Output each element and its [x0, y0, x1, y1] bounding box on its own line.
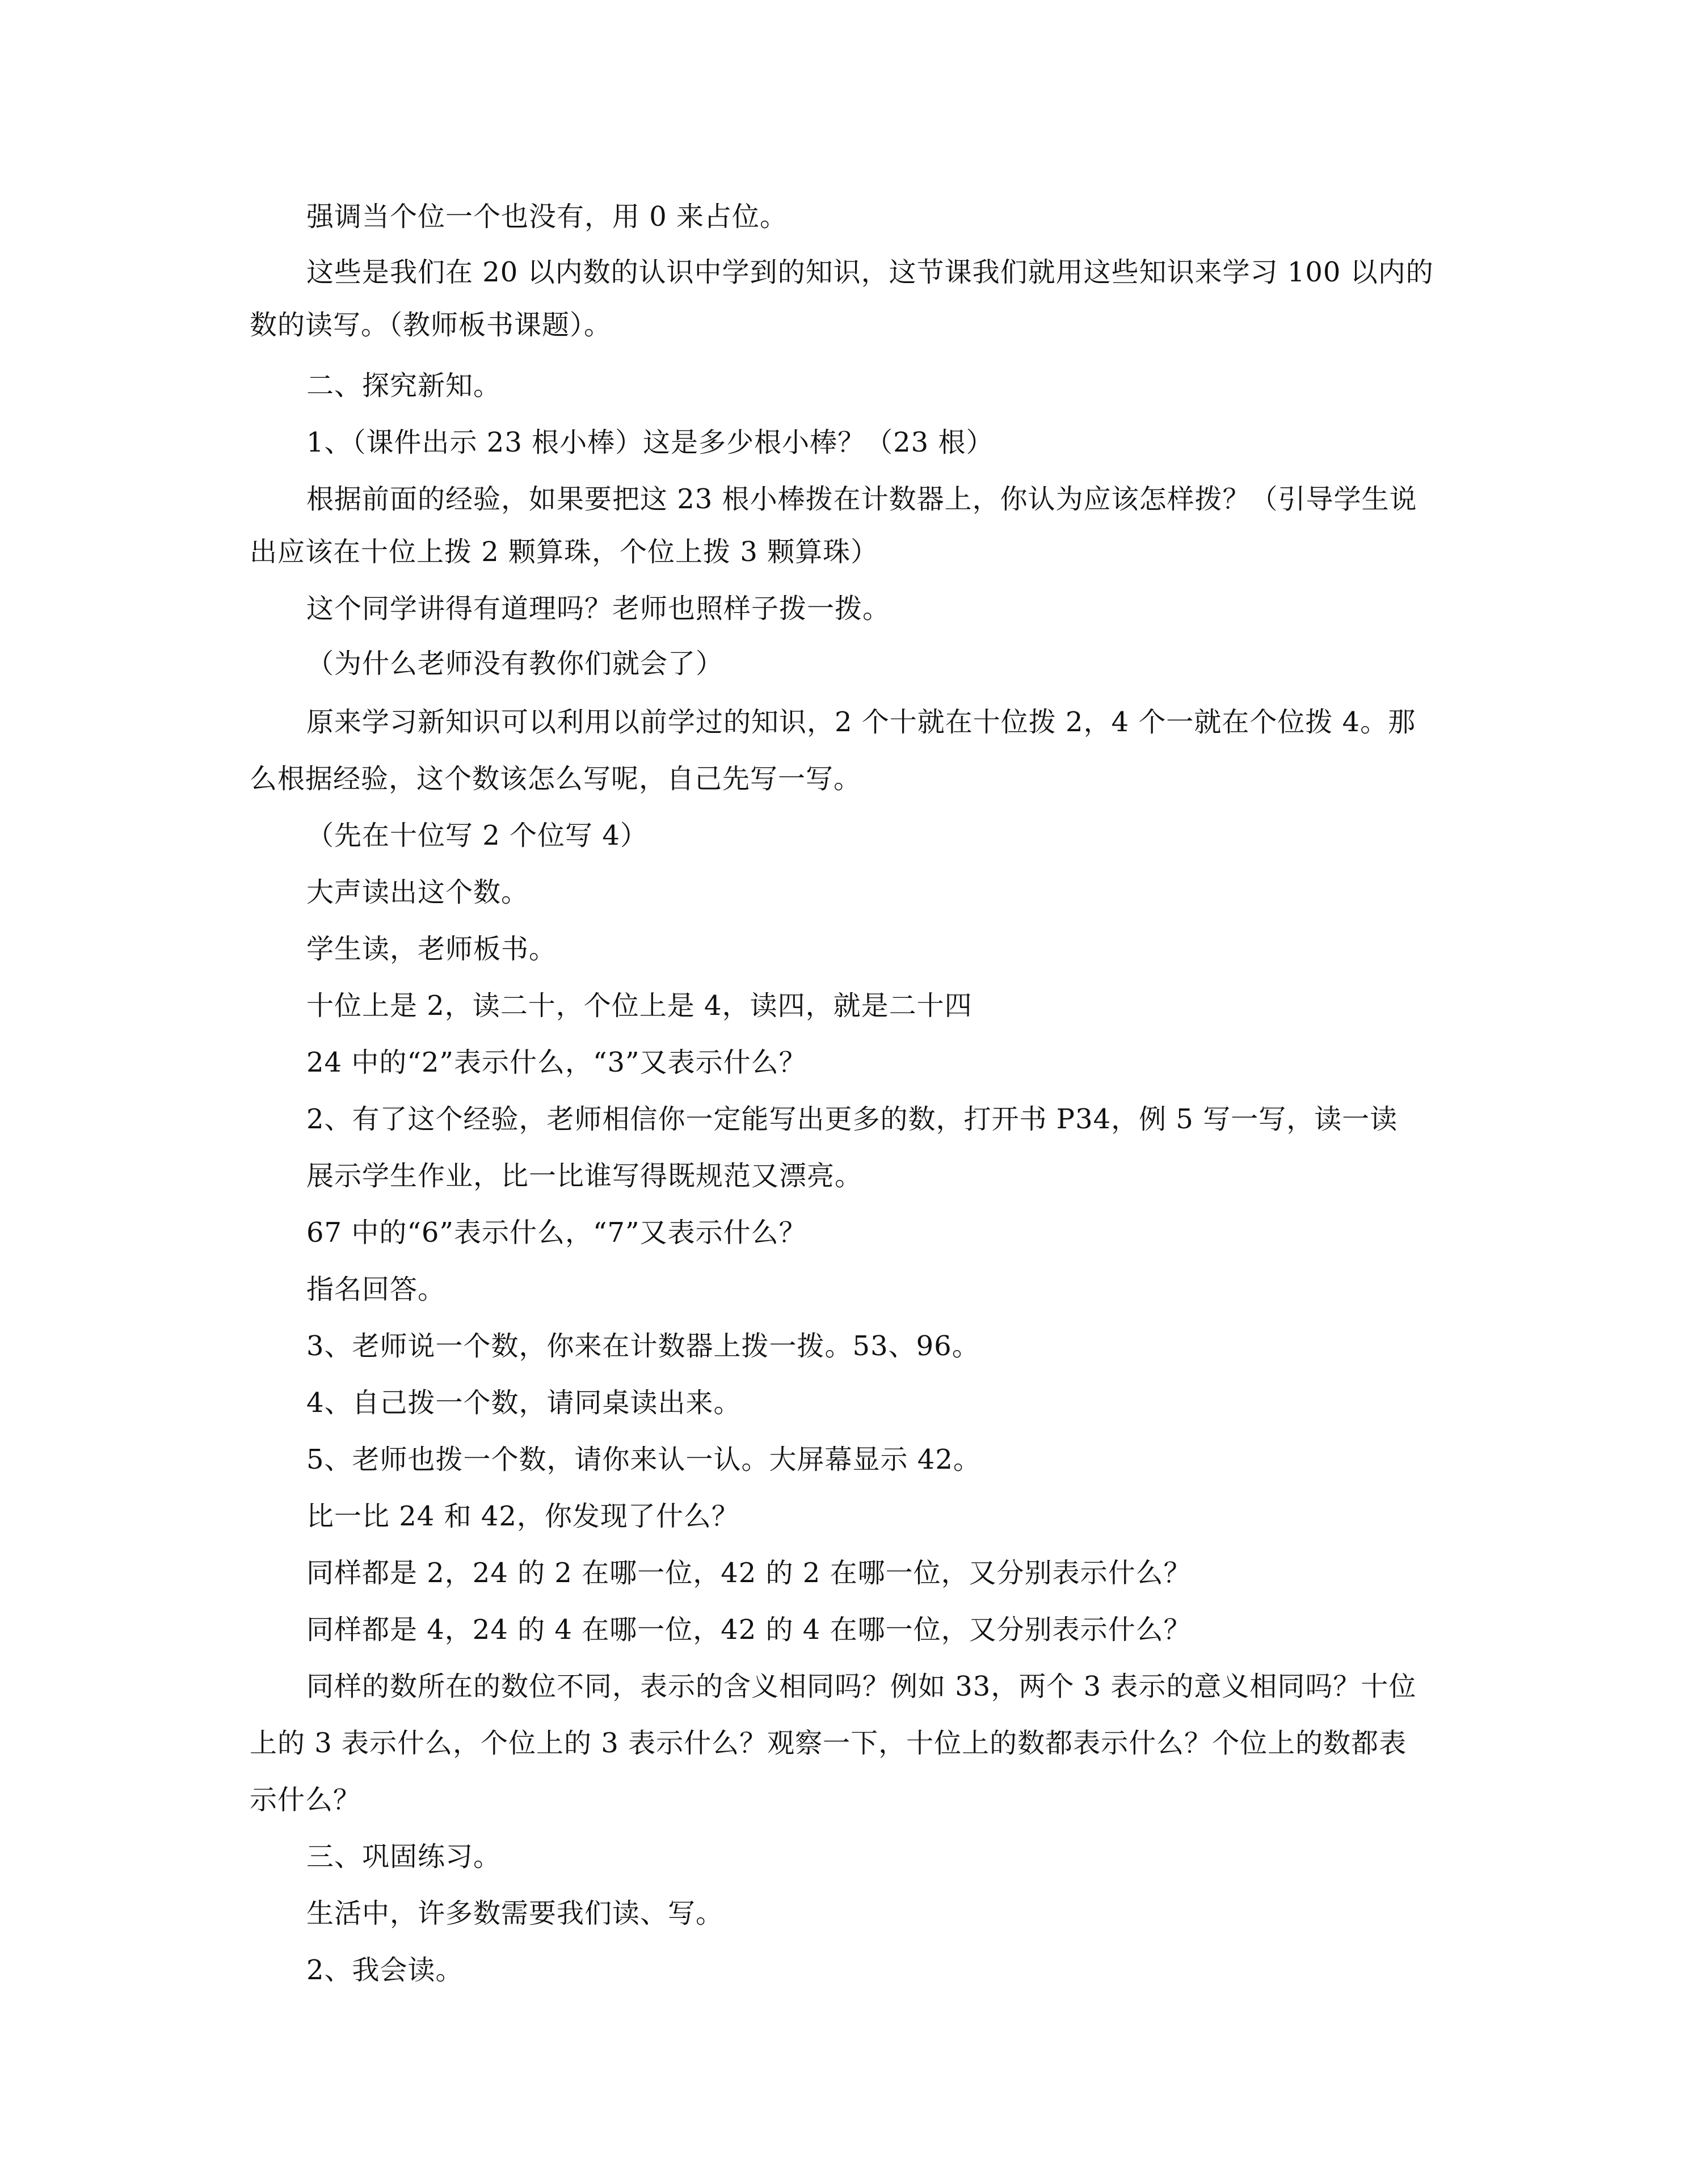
- text-line: 比一比 24 和 42，你发现了什么？: [306, 1500, 739, 1532]
- text-line: 上的 3 表示什么，个位上的 3 表示什么？观察一下，十位上的数都表示什么？个位上的数都表: [250, 1727, 1407, 1759]
- text-line: 这些是我们在 20 以内数的认识中学到的知识，这节课我们就用这些知识来学习 100 以内的: [306, 256, 1434, 288]
- text-line: （先在十位写 2 个位写 4）: [306, 820, 648, 851]
- text-line: 展示学生作业，比一比谁写得既规范又漂亮。: [306, 1160, 863, 1192]
- text-line: 67 中的“6”表示什么，“7”又表示什么？: [306, 1217, 807, 1249]
- text-line: 4、自己拨一个数，请同桌读出来。: [306, 1387, 742, 1419]
- text-line: 24 中的“2”表示什么，“3”又表示什么？: [306, 1047, 807, 1078]
- text-line: 出应该在十位上拨 2 颗算珠，个位上拨 3 颗算珠）: [250, 536, 879, 568]
- section-heading: 二、探究新知。: [306, 370, 502, 402]
- text-line: 强调当个位一个也没有，用 0 来占位。: [306, 201, 788, 233]
- text-line: 5、老师也拨一个数，请你来认一认。大屏幕显示 42。: [306, 1444, 981, 1475]
- text-line: 同样都是 4，24 的 4 在哪一位，42 的 4 在哪一位，又分别表示什么？: [306, 1614, 1192, 1646]
- text-line: 数的读写。（教师板书课题）。: [250, 309, 612, 341]
- text-line: 十位上是 2，读二十，个位上是 4，读四，就是二十四: [306, 990, 973, 1022]
- text-line: 3、老师说一个数，你来在计数器上拨一拨。53、96。: [306, 1330, 980, 1362]
- text-line: （为什么老师没有教你们就会了）: [306, 648, 724, 680]
- text-line: 2、有了这个经验，老师相信你一定能写出更多的数，打开书 P34，例 5 写一写，读一读: [306, 1103, 1398, 1135]
- section-heading: 三、巩固练习。: [306, 1841, 502, 1873]
- text-line: 学生读，老师板书。: [306, 933, 557, 965]
- text-line: 这个同学讲得有道理吗？老师也照样子拨一拨。: [306, 593, 891, 625]
- text-line: 2、我会读。: [306, 1954, 464, 1986]
- text-line: 指名回答。: [306, 1274, 446, 1305]
- text-line: 同样都是 2，24 的 2 在哪一位，42 的 2 在哪一位，又分别表示什么？: [306, 1557, 1192, 1589]
- text-line: 示什么？: [250, 1784, 361, 1816]
- text-line: 同样的数所在的数位不同，表示的含义相同吗？例如 33，两个 3 表示的意义相同吗？十位: [306, 1671, 1417, 1702]
- text-line: 大声读出这个数。: [306, 876, 529, 908]
- text-line: 生活中，许多数需要我们读、写。: [306, 1898, 724, 1929]
- text-line: 么根据经验，这个数该怎么写呢，自己先写一写。: [250, 763, 862, 795]
- text-line: 根据前面的经验，如果要把这 23 根小棒拨在计数器上，你认为应该怎样拨？（引导学生说: [306, 483, 1417, 515]
- text-line: 1、（课件出示 23 根小棒）这是多少根小棒？（23 根）: [306, 427, 994, 458]
- text-line: 原来学习新知识可以利用以前学过的知识，2 个十就在十位拨 2，4 个一就在个位拨 4。那: [306, 706, 1416, 738]
